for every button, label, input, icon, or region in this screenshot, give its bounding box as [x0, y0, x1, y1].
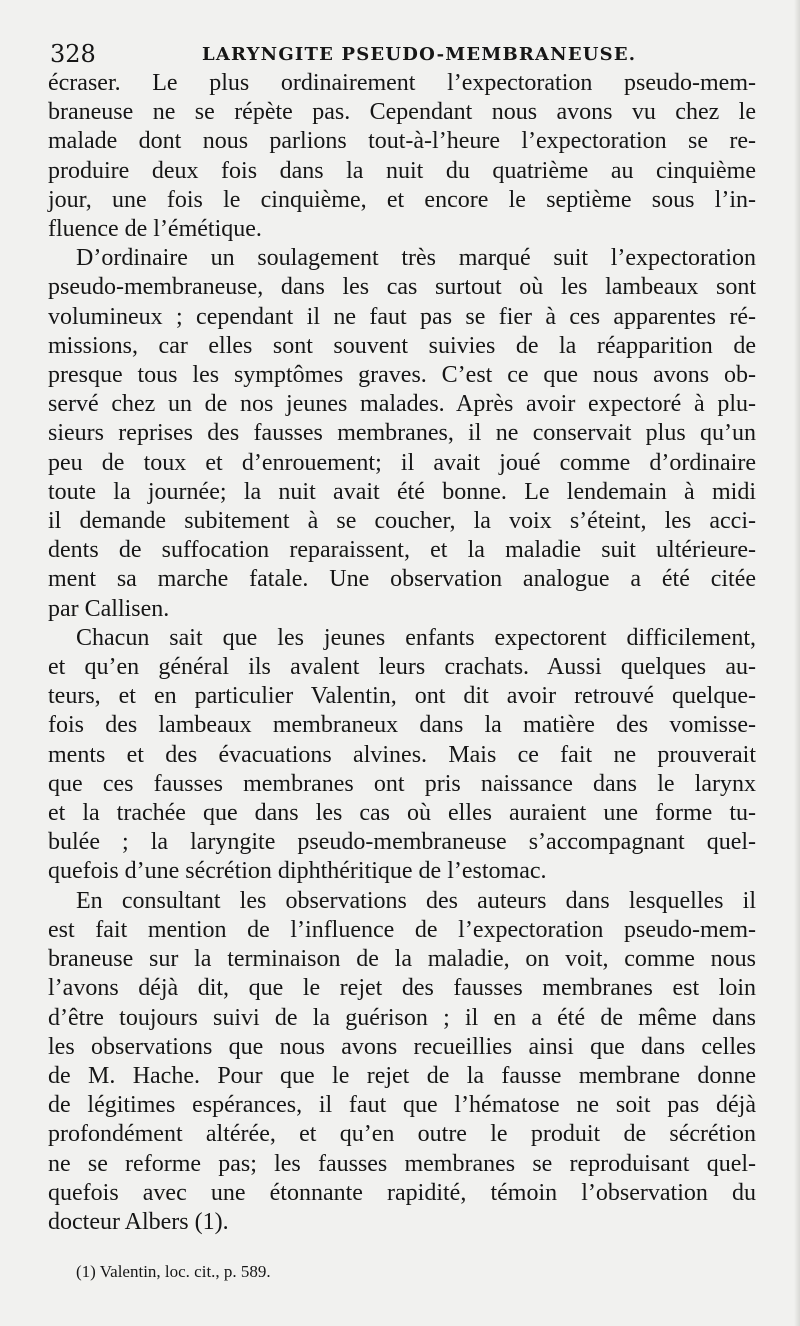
text-line: docteur Albers (1).: [48, 1208, 229, 1235]
text-line: toute la journée; la nuit avait été bonne. Le lendemain à midi: [48, 478, 756, 505]
text-line: volumineux ; cependant il ne faut pas se fier à ces apparentes ré-: [48, 303, 756, 330]
text-line: ne se reforme pas; les fausses membranes se reproduisant quel-: [48, 1150, 756, 1177]
text-line: braneuse ne se répète pas. Cependant nous avons vu chez le: [48, 99, 756, 126]
text-line: par Callisen.: [48, 595, 170, 622]
text-line: malade dont nous parlions tout-à-l’heure l’expectoration se re-: [48, 128, 756, 155]
text-line: bulée ; la laryngite pseudo-membraneuse s’accompagnant quel-: [48, 829, 756, 856]
page-header: [50, 36, 750, 70]
text-line: ments et des évacuations alvines. Mais ce fait ne prouverait: [48, 741, 756, 768]
text-line: d’être toujours suivi de la guérison ; il en a été de même dans: [48, 1004, 756, 1031]
page-edge-shadow: [794, 0, 800, 1326]
text-line: sieurs reprises des fausses membranes, il ne conservait plus qu’un: [48, 420, 756, 447]
text-line: profondément altérée, et qu’en outre le produit de sécrétion: [48, 1121, 756, 1148]
text-line: pseudo-membraneuse, dans les cas surtout où les lambeaux sont: [48, 274, 756, 301]
text-line: fois des lambeaux membraneux dans la matière des vomisse-: [48, 712, 756, 739]
text-line: est fait mention de l’influence de l’expectoration pseudo-mem-: [48, 916, 756, 943]
text-line: presque tous les symptômes graves. C’est ce que nous avons ob-: [48, 362, 756, 389]
paragraph: [48, 887, 756, 1237]
text-line: et qu’en général ils avalent leurs crachats. Aussi quelques au-: [48, 654, 756, 681]
text-line: de M. Hache. Pour que le rejet de la fausse membrane donne: [48, 1062, 756, 1089]
main-text: [48, 69, 756, 1237]
text-line: de légitimes espérances, il faut que l’hématose ne soit pas déjà: [48, 1092, 756, 1119]
text-line: l’avons déjà dit, que le rejet des fausses membranes est loin: [48, 975, 756, 1002]
text-line: produire deux fois dans la nuit du quatrième au cinquième: [48, 157, 756, 184]
text-line: En consultant les observations des auteurs dans lesquelles il: [76, 887, 756, 914]
text-line: fluence de l’émétique.: [48, 216, 262, 243]
paragraph: [48, 624, 756, 887]
text-line: Chacun sait que les jeunes enfants expectorent difficilement,: [76, 624, 756, 651]
running-head: LARYNGITE PSEUDO-MEMBRANEUSE.: [202, 44, 637, 65]
text-line: braneuse sur la terminaison de la maladie, on voit, comme nous: [48, 946, 756, 973]
text-line: écraser. Le plus ordinairement l’expectoration pseudo-mem-: [48, 70, 756, 96]
paragraph: [48, 69, 756, 244]
text-line: missions, car elles sont souvent suivies de la réapparition de: [48, 332, 756, 359]
text-line: jour, une fois le cinquième, et encore le septième sous l’in-: [48, 186, 756, 213]
text-line: ment sa marche fatale. Une observation analogue a été citée: [48, 566, 756, 593]
text-line: quefois avec une étonnante rapidité, témoin l’observation du: [48, 1179, 756, 1206]
page-number: 328: [50, 40, 96, 68]
paragraph: [48, 244, 756, 624]
text-line: peu de toux et d’enrouement; il avait joué comme d’ordinaire: [48, 449, 756, 476]
text-line: et la trachée que dans les cas où elles auraient une forme tu-: [48, 800, 756, 827]
text-line: D’ordinaire un soulagement très marqué suit l’expectoration: [76, 245, 756, 272]
footnote: (1) Valentin, loc. cit., p. 589.: [76, 1262, 271, 1281]
text-line: les observations que nous avons recueillies ainsi que dans celles: [48, 1033, 756, 1060]
text-line: dents de suffocation reparaissent, et la maladie suit ultérieure-: [48, 537, 756, 564]
text-line: teurs, et en particulier Valentin, ont dit avoir retrouvé quelque-: [48, 683, 756, 710]
text-line: que ces fausses membranes ont pris naissance dans le larynx: [48, 770, 756, 797]
text-line: il demande subitement à se coucher, la voix s’éteint, les acci-: [48, 508, 756, 535]
text-line: servé chez un de nos jeunes malades. Après avoir expectoré à plu-: [48, 391, 756, 418]
text-line: quefois d’une sécrétion diphthéritique de l’estomac.: [48, 858, 547, 885]
